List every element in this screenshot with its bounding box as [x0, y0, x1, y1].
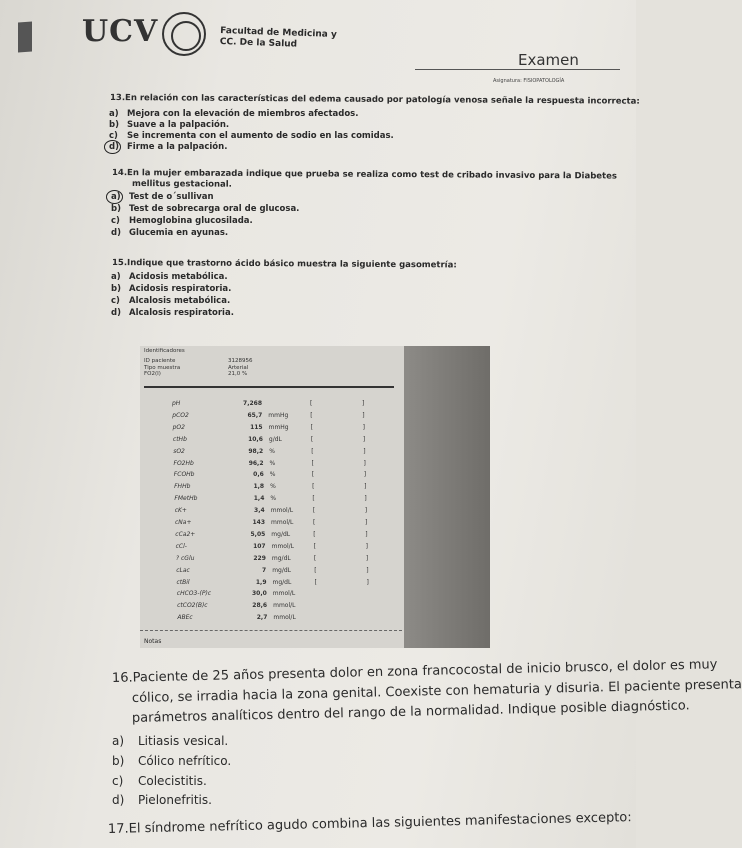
- question-text: 15.Indique que trastorno ácido básico muestra la siguiente gasometría:: [111, 258, 457, 271]
- range-bracket: ]: [364, 483, 367, 491]
- range-bracket: [: [313, 542, 316, 550]
- answer-option[interactable]: a) Litiasis vesical.: [112, 734, 229, 748]
- range-bracket: [: [313, 554, 317, 562]
- answer-option[interactable]: d) Firme a la palpación.: [109, 142, 228, 152]
- answer-option[interactable]: c) Alcalosis metabólica.: [111, 296, 231, 306]
- gasometry-row: FHHb 1,8 % [ ]: [174, 483, 367, 491]
- answer-option[interactable]: c) Colecistitis.: [112, 774, 207, 788]
- range-bracket: [: [311, 447, 314, 455]
- subject-label: Asignatura: FISIOPATOLOGÍA: [493, 78, 565, 84]
- question-text: mellitus gestacional.: [131, 178, 232, 190]
- answer-option[interactable]: c) Hemoglobina glucosilada.: [111, 216, 253, 226]
- gasometry-row: ? cGlu 229 mg/dL [ ]: [175, 554, 369, 562]
- answer-option[interactable]: b) Acidosis respiratoria.: [111, 284, 232, 294]
- divider: [415, 69, 620, 70]
- range-bracket: ]: [365, 554, 369, 562]
- gasometry-row: pO2 115 mmHg [ ]: [172, 423, 365, 431]
- range-bracket: ]: [364, 507, 368, 515]
- gasometry-row: ABEc 2,7 mmol/L: [177, 614, 296, 622]
- range-bracket: ]: [366, 578, 369, 586]
- range-bracket: [: [313, 519, 316, 526]
- gasometry-row: cK+ 3,4 mmol/L [ ]: [174, 507, 368, 515]
- range-bracket: ]: [363, 471, 367, 479]
- gasometry-row: ctCO2(B)c 28,6 mmol/L: [177, 602, 296, 610]
- notes-label: Notas: [144, 638, 162, 645]
- range-bracket: [: [310, 411, 313, 419]
- range-bracket: [: [314, 578, 317, 586]
- range-bracket: ]: [362, 435, 366, 443]
- range-bracket: [: [310, 423, 313, 431]
- range-bracket: [: [314, 566, 317, 574]
- question-number: 13.: [109, 93, 126, 104]
- answer-option[interactable]: c) Se incrementa con el aumento de sodio en las comidas.: [109, 131, 394, 141]
- question-text: 14.En la mujer embarazada indique que prueba se realiza como test de cribado invasivo para la Diabetes: [111, 168, 618, 182]
- question-text: 16.Paciente de 25 años presenta dolor en zona francocostal de inicio brusco, el dolor es muy: [111, 657, 718, 686]
- gasometry-row: ctHb 10,6 g/dL [ ]: [172, 435, 366, 443]
- question-number: 16.: [111, 670, 133, 686]
- answer-option[interactable]: d) Pielonefritis.: [112, 793, 212, 807]
- gasometry-printout: Identificadores ID paciente Tipo muestra FO2(I) 3128956 Arterial 21,0 % pH 7,268 [ ] pCO2 65,7 mmHg [ ] pO2 115 mmHg [ ] ctHb 10,6 g/dL [ ] sO2 98,2 % [ ] FO2Hb 96,2 % [ ] FCOHb 0,6 % [ ] FHHb 1,8 % [ ] FMetHb 1,4 % [ ] cK+ 3,4 mmol/L [ ] cNa+ 143 mmol/L [ ] cCa2+ 5,05 mg/dL [ ] cCl- 107 mmol/L [ ] ? cGlu 229 mg/dL [ ] cLac 7 mg/dL [ ] ctBil 1,9 mg/dL [ ] cHCO3-(P)c 30,0 mmol/L ctCO2(B)c 28,6 mmol/L ABEc 2,7 mmol/L Notas: [140, 346, 490, 648]
- ucv-logo: UCV: [82, 14, 159, 49]
- gasometry-row: pH 7,268 [ ]: [172, 400, 365, 407]
- gasometry-row: sO2 98,2 % [ ]: [173, 447, 366, 455]
- answer-option[interactable]: a) Mejora con la elevación de miembros afectados.: [109, 109, 359, 119]
- question-number: 14.: [111, 168, 128, 179]
- range-bracket: [: [310, 435, 314, 443]
- question-text: 13.En relación con las características del edema causado por patología venosa señale la respuesta incorrecta:: [109, 93, 640, 107]
- range-bracket: ]: [365, 519, 368, 526]
- question-number: 15.: [111, 258, 128, 269]
- gasometry-row: FMetHb 1,4 % [ ]: [174, 495, 367, 503]
- range-bracket: ]: [365, 542, 368, 550]
- range-bracket: [: [312, 483, 315, 491]
- gasometry-row: cNa+ 143 mmol/L [ ]: [175, 519, 368, 526]
- question-text: parámetros analíticos dentro del rango de la normalidad. Indique posible diagnóstico.: [131, 698, 690, 726]
- answer-option[interactable]: d) Glucemia en ayunas.: [111, 228, 229, 238]
- range-bracket: ]: [364, 495, 367, 503]
- answer-option[interactable]: b) Cólico nefrítico.: [112, 754, 232, 768]
- range-bracket: [: [312, 495, 315, 503]
- answer-option[interactable]: d) Alcalosis respiratoria.: [111, 308, 234, 318]
- answer-option[interactable]: a) Acidosis metabólica.: [111, 272, 228, 282]
- range-bracket: ]: [363, 459, 366, 467]
- gasometry-row: ctBil 1,9 mg/dL [ ]: [176, 578, 369, 586]
- gasometry-row: cHCO3-(P)c 30,0 mmol/L: [176, 590, 296, 598]
- question-number: 17.: [107, 821, 129, 837]
- question-text: 17.El síndrome nefrítico agudo combina las siguientes manifestaciones excepto:: [107, 810, 632, 837]
- university-seal-icon: [162, 12, 206, 56]
- range-bracket: [: [311, 459, 314, 467]
- shadow-area: [404, 346, 490, 648]
- answer-option[interactable]: b) Test de sobrecarga oral de glucosa.: [111, 204, 300, 214]
- faculty-name: Facultad de Medicina y CC. De la Salud: [219, 25, 337, 50]
- range-bracket: [: [312, 507, 316, 515]
- range-bracket: ]: [362, 411, 365, 419]
- range-bracket: [: [310, 400, 313, 407]
- binder-mark: [18, 22, 32, 53]
- gasometry-row: FO2Hb 96,2 % [ ]: [173, 459, 366, 467]
- divider: [144, 386, 394, 388]
- gasometry-row: pCO2 65,7 mmHg [ ]: [172, 411, 365, 419]
- gasometry-row: cCl- 107 mmol/L [ ]: [175, 542, 368, 550]
- answer-circle-mark: [104, 140, 121, 154]
- gasometry-row: FCOHb 0,6 % [ ]: [173, 471, 367, 479]
- gasometry-row: cCa2+ 5,05 mg/dL [ ]: [175, 530, 368, 538]
- range-bracket: [: [313, 530, 316, 538]
- range-bracket: ]: [362, 400, 365, 407]
- range-bracket: ]: [363, 447, 366, 455]
- answer-option[interactable]: b) Suave a la palpación.: [109, 120, 230, 130]
- range-bracket: [: [311, 471, 315, 479]
- range-bracket: ]: [366, 566, 369, 574]
- answer-option[interactable]: a) Test de o´sullivan: [111, 192, 214, 202]
- exam-title: Examen: [518, 51, 579, 69]
- range-bracket: ]: [365, 530, 368, 538]
- gasometry-row: cLac 7 mg/dL [ ]: [176, 566, 369, 574]
- section-label: Identificadores: [144, 348, 185, 354]
- range-bracket: ]: [362, 423, 365, 431]
- answer-circle-mark: [106, 190, 123, 204]
- question-text: cólico, se irradia hacia la zona genital. Coexiste con hematuria y disuria. El paciente presenta: [131, 677, 742, 706]
